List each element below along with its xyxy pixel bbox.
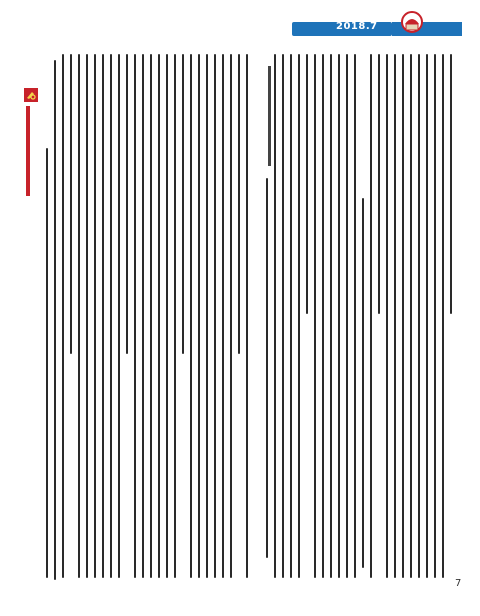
text-line — [134, 54, 136, 578]
page-header — [0, 0, 480, 40]
text-line — [54, 60, 56, 580]
page-number: 7 — [455, 578, 462, 589]
article-title-bar — [26, 106, 30, 196]
text-line — [306, 54, 308, 314]
text-line — [246, 54, 248, 578]
text-line — [410, 54, 412, 578]
text-line — [86, 54, 88, 578]
text-line — [370, 54, 372, 578]
text-line — [434, 54, 436, 578]
banner-logo-icon — [392, 8, 432, 40]
text-line — [70, 54, 72, 354]
issue-number: 2018.7 — [336, 21, 378, 32]
text-line — [110, 54, 112, 578]
text-line — [338, 54, 340, 578]
text-line — [94, 54, 96, 578]
text-line — [290, 54, 292, 578]
text-line — [190, 54, 192, 578]
text-line — [354, 54, 356, 578]
header-decoration — [432, 22, 462, 36]
text-line — [418, 54, 420, 578]
text-line — [266, 178, 268, 558]
text-line — [394, 54, 396, 578]
text-line — [78, 54, 80, 578]
text-line — [346, 54, 348, 578]
text-line — [322, 54, 324, 578]
text-line — [450, 54, 452, 314]
text-column-right — [42, 48, 250, 580]
text-line — [46, 148, 48, 578]
text-line — [214, 54, 216, 578]
text-line — [174, 54, 176, 578]
text-line — [126, 54, 128, 354]
text-line — [206, 54, 208, 578]
text-line — [386, 54, 388, 578]
text-line — [314, 54, 316, 578]
text-line — [118, 54, 120, 578]
text-line — [102, 54, 104, 578]
text-column-left — [262, 48, 454, 580]
text-line — [222, 54, 224, 578]
text-line — [62, 54, 64, 578]
text-line — [182, 54, 184, 354]
text-line — [274, 54, 276, 578]
text-line — [378, 54, 380, 314]
text-line — [158, 54, 160, 578]
text-line — [426, 54, 428, 578]
text-line — [330, 54, 332, 578]
text-line — [230, 54, 232, 578]
text-line — [298, 54, 300, 578]
text-line — [362, 198, 364, 568]
text-line — [282, 54, 284, 578]
subheading-bar — [268, 66, 271, 166]
party-emblem-icon — [24, 88, 38, 102]
text-line — [166, 54, 168, 578]
text-line — [402, 54, 404, 578]
document-body — [30, 48, 454, 580]
text-line — [442, 54, 444, 578]
text-line — [238, 54, 240, 354]
text-line — [142, 54, 144, 578]
text-line — [198, 54, 200, 578]
text-line — [150, 54, 152, 578]
